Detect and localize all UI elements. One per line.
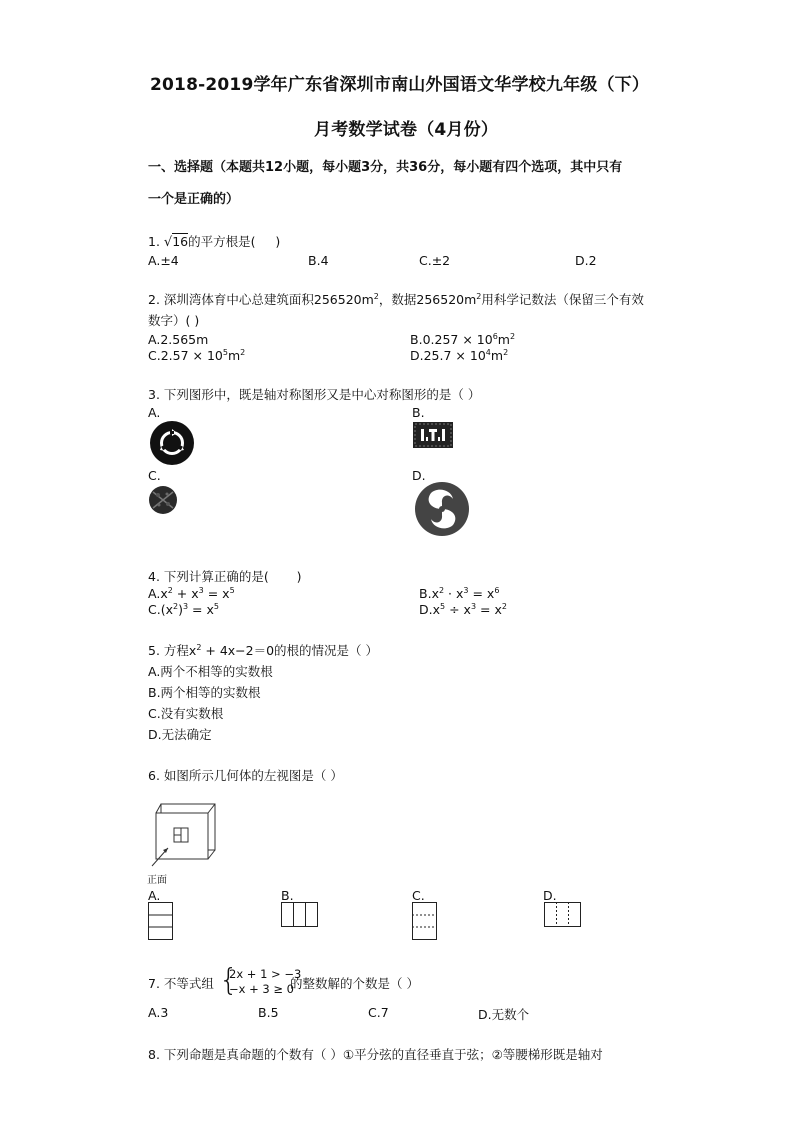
- option-text: 2: [588, 253, 597, 268]
- option-label: C.: [148, 348, 161, 363]
- question-3-stem: 3. 下列图形中，既是轴对称图形又是中心对称图形的是（ ）: [148, 387, 481, 402]
- expr: = x: [188, 602, 214, 617]
- superscript: 2: [373, 292, 379, 301]
- superscript: 3: [463, 586, 469, 595]
- option-label: D.: [478, 1007, 492, 1022]
- option-b[interactable]: [308, 253, 329, 268]
- expr: ÷ x: [445, 602, 471, 617]
- superscript: 4: [485, 348, 491, 357]
- option-d[interactable]: [419, 602, 507, 617]
- section-heading-line2: 一个是正确的）: [148, 192, 240, 207]
- option-label: A.: [148, 332, 161, 347]
- left-view-option-a[interactable]: [148, 902, 173, 940]
- expr: = x: [203, 586, 230, 601]
- superscript: 3: [470, 602, 477, 611]
- option-d[interactable]: [410, 348, 508, 363]
- option-a[interactable]: [148, 586, 235, 601]
- option-c[interactable]: C.没有实数根: [148, 706, 224, 721]
- option-c[interactable]: [148, 602, 219, 617]
- superscript: 3: [182, 602, 189, 611]
- question-6-stem: 6. 如图所示几何体的左视图是（ ）: [148, 768, 343, 783]
- option-d[interactable]: [478, 1005, 529, 1023]
- expr: x: [160, 586, 168, 601]
- question-7-stem-suffix: 的整数解的个数是（ ）: [290, 976, 419, 991]
- superscript: 2: [476, 292, 482, 301]
- sqrt-icon: √: [163, 235, 173, 250]
- option-c-label[interactable]: C.: [412, 888, 425, 903]
- option-label: B.: [419, 586, 432, 601]
- paren-close: ): [296, 569, 302, 584]
- section-heading-line1: 一、选择题（本题共12小题，每小题3分，共36分，每小题有四个选项，其中只有: [148, 160, 623, 175]
- brace-icon: {: [219, 963, 239, 998]
- option-text: 0.257 × 10: [422, 332, 493, 347]
- option-label: C.: [368, 1005, 381, 1020]
- option-text: 4: [320, 253, 329, 268]
- option-b[interactable]: [419, 586, 499, 601]
- option-label: C.: [419, 253, 432, 268]
- expr: x: [432, 602, 441, 617]
- question-text: 2. 深圳湾体育中心总建筑面积256520m: [148, 292, 374, 307]
- expr: = x: [476, 602, 502, 617]
- superscript: 5: [229, 586, 235, 595]
- superscript: 2: [503, 348, 509, 357]
- superscript: 5: [440, 602, 446, 611]
- expr: · x: [444, 586, 464, 601]
- expr: = x: [468, 586, 495, 601]
- option-c[interactable]: [368, 1005, 389, 1020]
- superscript: 2: [501, 602, 507, 611]
- option-label: B.: [410, 332, 423, 347]
- option-label: A.: [148, 1005, 161, 1020]
- expr: + x: [172, 586, 199, 601]
- superscript: 2: [509, 332, 516, 341]
- symbol-speckled-circle-icon[interactable]: [147, 485, 179, 515]
- superscript: 6: [494, 586, 500, 595]
- expr: (x: [160, 602, 173, 617]
- option-label: C.: [148, 602, 161, 617]
- page-title-line2: 月考数学试卷（4月份）: [314, 120, 499, 140]
- question-4-stem: [148, 567, 302, 585]
- option-text: 25.7 × 10: [423, 348, 486, 363]
- option-b-label[interactable]: B.: [412, 405, 425, 420]
- unit: m: [227, 348, 241, 363]
- left-view-option-b[interactable]: [281, 902, 318, 927]
- option-label: A.: [148, 586, 161, 601]
- superscript: 5: [213, 602, 219, 611]
- question-2-stem-line2: 数字）( ): [148, 313, 200, 328]
- superscript: 6: [492, 332, 498, 341]
- symbol-rectangle-badge-icon[interactable]: [413, 422, 453, 448]
- option-label: B.: [258, 1005, 271, 1020]
- option-text: ±2: [431, 253, 451, 268]
- option-a[interactable]: [148, 332, 208, 347]
- question-5-stem: [148, 641, 378, 659]
- inequality-2: −x + 3 ≥ 0: [229, 982, 294, 996]
- superscript: 2: [438, 586, 445, 595]
- unit: m: [497, 332, 510, 347]
- question-7-stem-prefix: 7. 不等式组: [148, 976, 214, 991]
- question-text: 用科学记数法（保留三个有效: [481, 292, 644, 307]
- option-b[interactable]: [258, 1005, 279, 1020]
- option-label: D.: [419, 602, 433, 617]
- option-label: D.: [575, 253, 589, 268]
- option-text: 2.57 × 10: [160, 348, 223, 363]
- option-label: B.: [308, 253, 321, 268]
- question-text: 5. 方程x: [148, 643, 197, 658]
- expr: ): [178, 602, 183, 617]
- option-a-label[interactable]: A.: [148, 405, 161, 420]
- option-a[interactable]: A.两个不相等的实数根: [148, 664, 273, 679]
- question-text: ，数据256520m: [378, 292, 477, 307]
- superscript: 2: [196, 643, 202, 652]
- question-text: 4. 下列计算正确的是(: [148, 569, 269, 584]
- inequality-1: 2x + 1 > −3: [229, 967, 302, 981]
- option-c[interactable]: [148, 348, 245, 363]
- option-d-label[interactable]: D.: [412, 468, 426, 483]
- superscript: 2: [172, 602, 179, 611]
- option-a[interactable]: [148, 1005, 168, 1020]
- superscript: 3: [198, 586, 204, 595]
- superscript: 2: [167, 586, 173, 595]
- option-b[interactable]: B.两个相等的实数根: [148, 685, 261, 700]
- left-view-option-d[interactable]: [544, 902, 581, 927]
- unit: m: [490, 348, 504, 363]
- option-text: 3: [160, 1005, 169, 1020]
- option-c[interactable]: [419, 253, 450, 268]
- question-1-stem: [148, 232, 280, 250]
- question-8-stem: 8. 下列命题是真命题的个数有（ ）①平分弦的直径垂直于弦；②等腰梯形既是轴对: [148, 1047, 603, 1062]
- page-title-line1: 2018-2019学年广东省深圳市南山外国语文华学校九年级（下）: [150, 75, 650, 95]
- option-text: 5: [270, 1005, 279, 1020]
- symbol-swirl-circle-icon[interactable]: [413, 481, 471, 537]
- question-number: 1.: [148, 234, 160, 249]
- cube-figure: [146, 800, 218, 872]
- option-a-label[interactable]: A.: [148, 888, 161, 903]
- option-text: 7: [380, 1005, 389, 1020]
- option-d-label[interactable]: D.: [543, 888, 557, 903]
- radicand: 16: [172, 234, 189, 249]
- front-label: 正面: [147, 875, 167, 886]
- option-d[interactable]: [575, 253, 597, 268]
- question-2-stem: [148, 290, 644, 308]
- option-text: ±4: [160, 253, 179, 268]
- question-text: + 4x−2＝0的根的情况是（ ）: [201, 643, 379, 658]
- option-c-label[interactable]: C.: [148, 468, 161, 483]
- superscript: 2: [240, 348, 246, 357]
- option-b-label[interactable]: B.: [281, 888, 294, 903]
- symbol-circular-arrows-icon[interactable]: [149, 420, 195, 466]
- expr: x: [431, 586, 439, 601]
- option-label: A.: [148, 253, 161, 268]
- question-text: 的平方根是(: [188, 234, 256, 249]
- option-text: 无数个: [491, 1007, 530, 1022]
- paren-close: ): [275, 234, 281, 249]
- left-view-option-c[interactable]: [412, 902, 437, 940]
- superscript: 5: [222, 348, 228, 357]
- option-d[interactable]: D.无法确定: [148, 727, 212, 742]
- option-b[interactable]: [410, 332, 515, 347]
- option-label: D.: [410, 348, 424, 363]
- option-text: 2.565m: [160, 332, 209, 347]
- option-a[interactable]: [148, 253, 179, 268]
